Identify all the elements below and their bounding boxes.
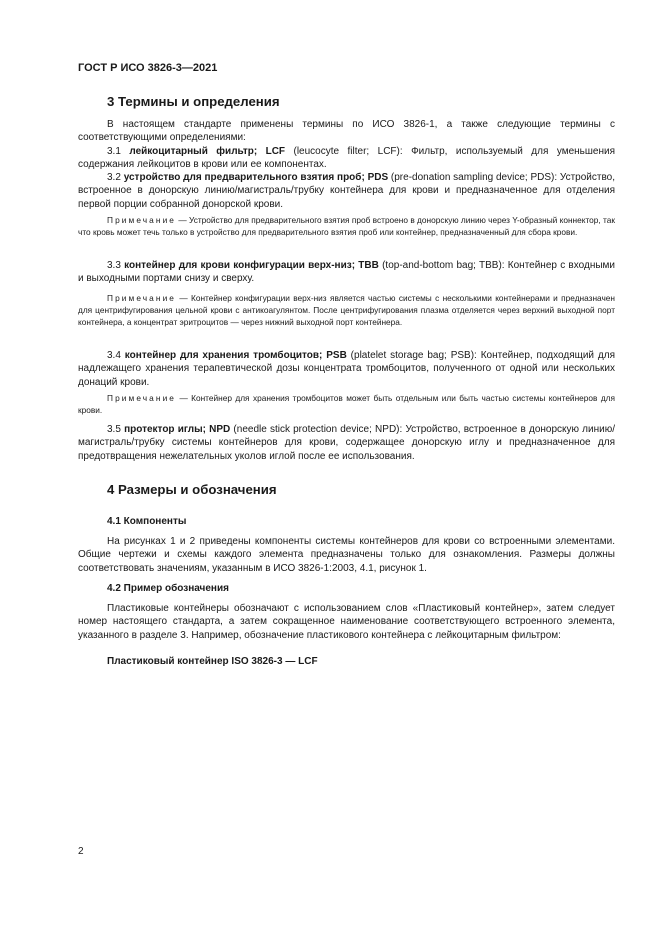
page-number: 2 [78,846,84,857]
note-label: Примечание [107,215,177,225]
term-3-5 [78,423,615,463]
note-label: Примечание [107,393,177,403]
term-3-1 [78,145,615,172]
designation-example: Пластиковый контейнер ISO 3826-3 — LCF [107,656,318,667]
term-name: протектор иглы; NPD [124,424,231,435]
term-3-4 [78,349,615,389]
subsection-4-1-text: На рисунках 1 и 2 приведены компоненты системы контейнеров для крови со встроенными элементами. Общие чертежи и схемы каждого элемента предназначены только для ознакомления. Размеры должны соответствовать значениям, указанным в ИСО 3826-1:2003, 4.1, рисунок 1. [78,536,615,574]
note-3-3 [78,292,615,328]
term-name: лейкоцитарный фильтр; LCF [129,146,286,157]
subsection-4-2-title: 4.2 Пример обозначения [107,583,229,594]
section-3-title: 3 Термины и определения [107,94,280,109]
term-number: 3.2 [107,172,124,183]
note-3-2 [78,214,615,238]
note-3-4 [78,392,615,416]
note-text: — Устройство для предварительного взятия проб встроено в донорскую линию через Y-образный коннектор, так что кровь может течь только в устройство для предварительного взятия проб или контейнер, предназначенный для сбора крови. [78,215,615,237]
term-number: 3.1 [107,146,130,157]
term-definition: (platelet storage bag; PSB): Контейнер, подходящий для надлежащего хранения терапевтической дозы концентрата тромбоцитов, полученного от одной или нескольких донаций крови. [78,350,615,388]
term-name: контейнер для крови конфигурации верх-низ; TBB [124,260,379,271]
term-3-3 [78,259,615,286]
term-name: устройство для предварительного взятия проб; PDS [123,172,389,183]
note-label: Примечание [107,293,177,303]
subsection-4-2-text: Пластиковые контейнеры обозначают с использованием слов «Пластиковый контейнер», затем следует номер настоящего стандарта, а затем сокращенное наименование соответствующего встроенного элемента, указанного в разделе 3. Например, обозначение пластикового контейнера с лейкоцитарным фильтром: [78,603,615,641]
term-number: 3.3 [107,260,125,271]
term-3-2 [78,171,615,211]
note-text: — Контейнер конфигурации верх-низ является частью системы с несколькими контейнерами и предназначен для центрифугирования цельной крови с антикоагулянтом. После центрифугирования плазма отделяется через верхний выходной порт контейнера, а концентрат эритроцитов — через нижний выходной порт контейнера. [78,293,615,327]
term-name: контейнер для хранения тромбоцитов; PSB [124,350,347,361]
term-definition: (leucocyte filter; LCF): Фильтр, используемый для уменьшения содержания лейкоцитов в крови или ее компонентах. [78,146,615,171]
section-3-intro: В настоящем стандарте применены термины по ИСО 3826-1, а также следующие термины с соответствующими определениями: [78,119,615,144]
subsection-4-1-title: 4.1 Компоненты [107,516,187,527]
term-number: 3.4 [107,350,125,361]
section-4-title: 4 Размеры и обозначения [107,482,277,497]
document-header: ГОСТ Р ИСО 3826-3—2021 [78,62,218,74]
note-text: — Контейнер для хранения тромбоцитов может быть отдельным или быть частью системы контейнеров для крови. [78,393,615,415]
term-definition: (top-and-bottom bag; TBB): Контейнер с входными и выходными портами снизу и сверху. [78,260,615,285]
term-number: 3.5 [107,424,125,435]
term-definition: (pre-donation sampling device; PDS): Устройство, встроенное в донорскую линию/магистраль/трубку контейнера для крови и предназначенное для отделения первой порции собранной донорской крови. [78,172,615,210]
term-definition: (needle stick protection device; NPD): Устройство, встроенное в донорскую линию/магистраль/трубку системы контейнеров для крови, содержащее донорскую иглу и предназначенное для предотвращения нежелательных уколов иглой после ее использования. [78,424,615,462]
